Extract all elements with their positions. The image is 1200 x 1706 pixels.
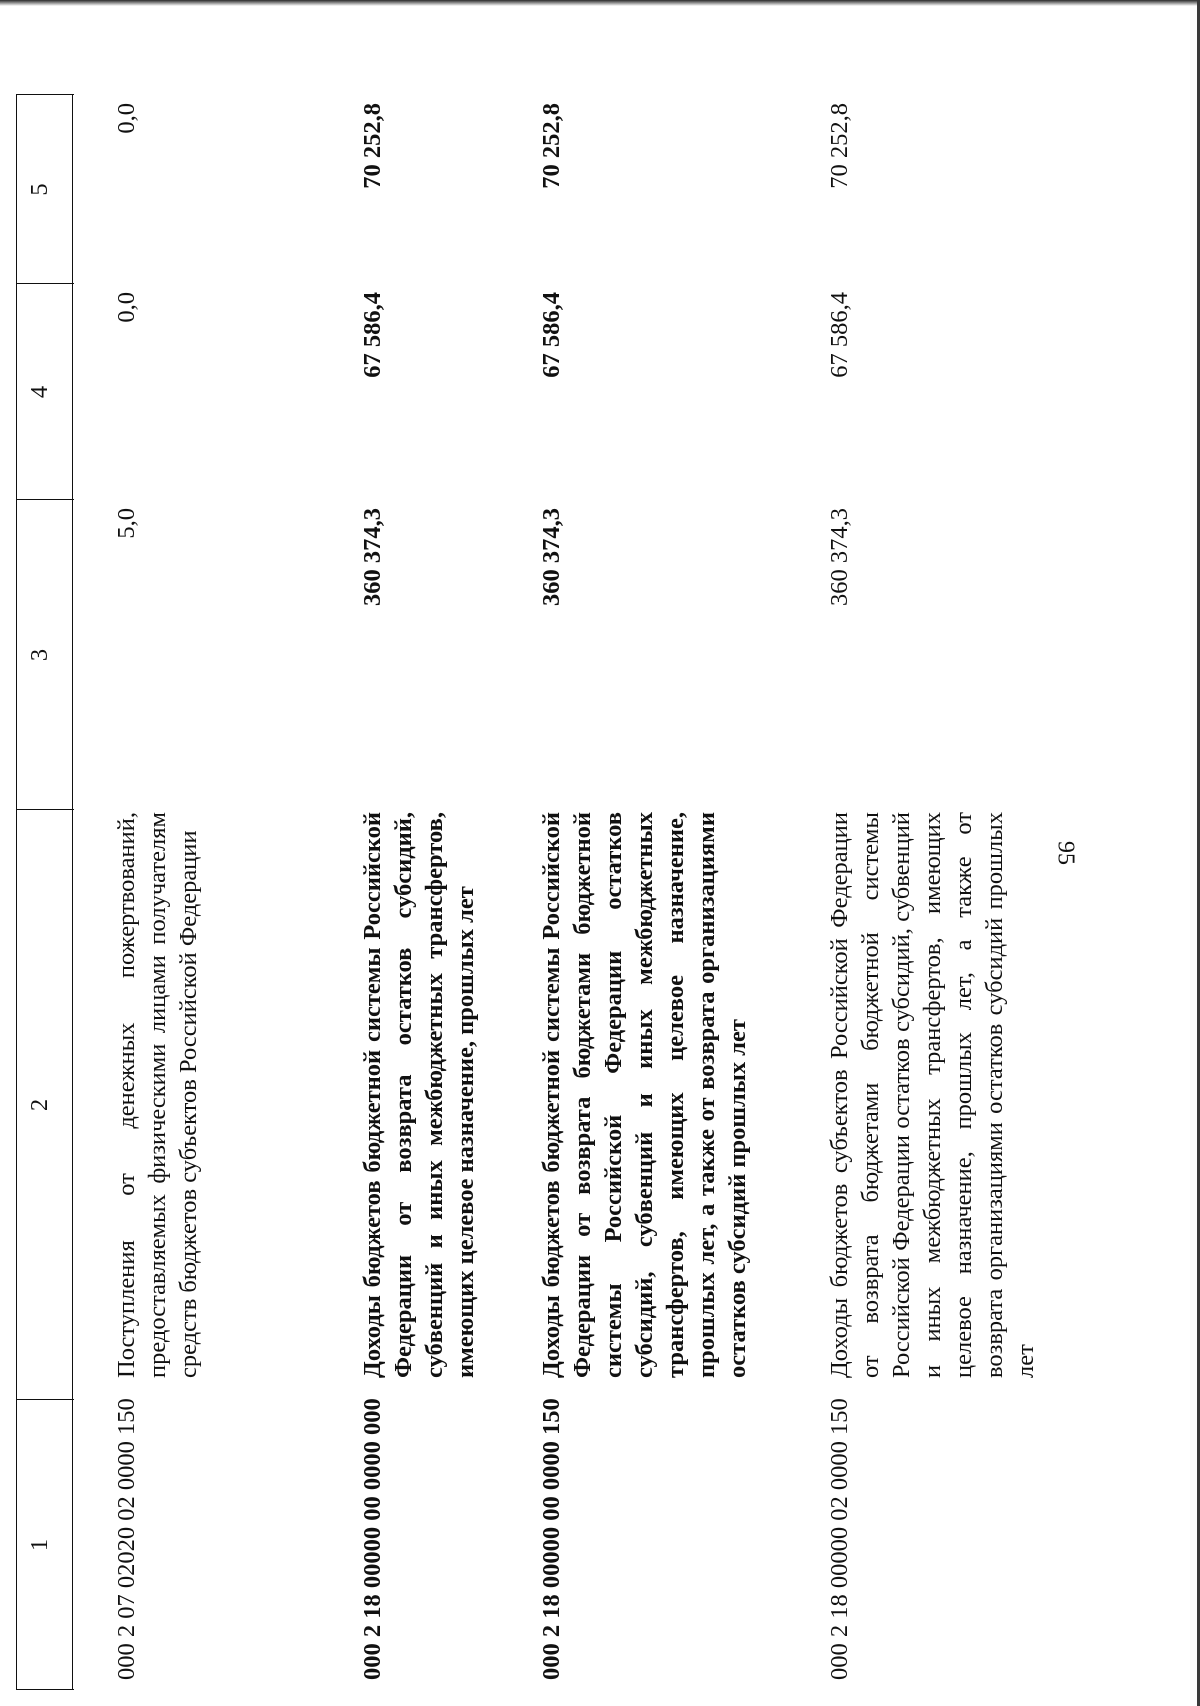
row-code: 000 2 18 00000 00 0000 150 (538, 1398, 565, 1680)
row-value-col3: 5,0 (113, 508, 140, 539)
row-description: Поступления от денежных пожертвований, предоставляемых физическими лицами получателям средств бюджетов субъектов Российской Федерации (113, 812, 202, 1378)
column-number-1: 1 (26, 1538, 53, 1552)
row-description: Доходы бюджетов бюджетной системы Российской Федерации от возврата остатков субсидий, субвенций и иных межбюджетных трансфертов, имеющих целевое назначение, прошлых лет (359, 812, 479, 1378)
column-number-3: 3 (26, 648, 53, 662)
scan-edge-top (0, 0, 1200, 6)
row-value-col3: 360 374,3 (538, 508, 565, 606)
header-bottom-line (72, 95, 73, 1690)
row-value-col5: 70 252,8 (538, 103, 565, 189)
row-code: 000 2 07 02020 02 0000 150 (113, 1398, 140, 1680)
row-value-col4: 67 586,4 (359, 292, 386, 378)
row-code: 000 2 18 00000 00 0000 000 (359, 1398, 386, 1680)
row-value-col3: 360 374,3 (359, 508, 386, 606)
page-number: 95 (1052, 841, 1079, 865)
column-number-4: 4 (26, 385, 53, 399)
row-value-col4: 67 586,4 (826, 292, 853, 378)
column-number-5: 5 (26, 183, 53, 196)
row-value-col5: 0,0 (113, 103, 140, 134)
row-value-col3: 360 374,3 (826, 508, 853, 606)
row-value-col4: 67 586,4 (538, 292, 565, 378)
row-value-col5: 70 252,8 (826, 103, 853, 189)
row-description: Доходы бюджетов бюджетной системы Российской Федерации от возврата бюджетами бюджетной системы Российской Федерации остатков субсидий, субвенций и иных межбюджетных трансфертов, имеющих целевое назначение, прошлых лет, а также от возврата организациями остатков субсидий прошлых лет (538, 812, 751, 1378)
row-value-col4: 0,0 (113, 292, 140, 323)
column-number-2: 2 (26, 1098, 53, 1112)
row-value-col5: 70 252,8 (359, 103, 386, 189)
row-description: Доходы бюджетов субъектов Российской Федерации от возврата бюджетами бюджетной системы Российской Федерации остатков субсидий, субвенций и иных межбюджетных трансфертов, имеющих целевое назначение, прошлых лет, а также от возврата организациями остатков субсидий прошлых лет (826, 812, 1039, 1378)
budget-table (16, 95, 1066, 1690)
header-row (16, 95, 70, 1690)
row-code: 000 2 18 00000 02 0000 150 (826, 1398, 853, 1680)
